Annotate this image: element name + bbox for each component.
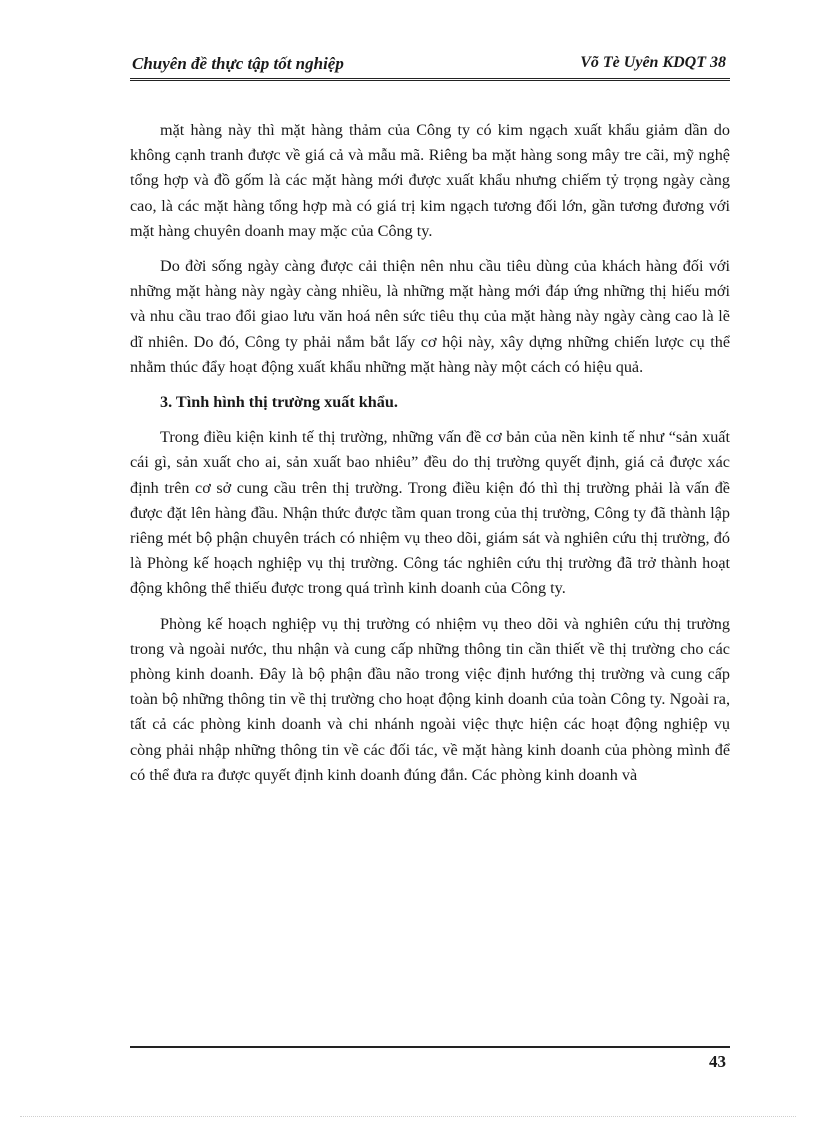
page-body — [130, 118, 730, 798]
page-edge-divider — [20, 1116, 796, 1117]
header-document-title: Chuyên đề thực tập tốt nghiệp — [132, 54, 344, 73]
page-number-text: 43 — [709, 1052, 726, 1071]
header-author: Võ Tè Uyên KDQT 38 — [580, 54, 726, 71]
body-paragraph: Trong điều kiện kinh tế thị trường, những vấn đề cơ bản của nền kinh tế như “sản xuất cái gì, sản xuất cho ai, sản xuất bao nhiêu” đều do thị trường quyết định, giá cả được xác định trên cơ sở cung cầu trên thị trường. Trong điều kiện đó thì thị trường phải là vấn đề được đặt lên hàng đầu. Nhận thức được tầm quan trong của thị trường, Công ty đã thành lập riêng mét bộ phận chuyên trách có nhiệm vụ theo dõi, giám sát và nghiên cứu thị trường, đó là Phòng kế hoạch nghiệp vụ thị trường. Công tác nghiên cứu thị trường đã trở thành hoạt động không thể thiếu được trong quá trình kinh doanh của Công ty. — [130, 428, 730, 598]
body-paragraph: Do đời sống ngày càng được cải thiện nên nhu cầu tiêu dùng của khách hàng đối với những mặt hàng này ngày càng nhiều, là những mặt hàng mới đáp ứng những thị hiếu mới và nhu cầu trao đổi giao lưu văn hoá nên sức tiêu thụ của mặt hàng này ngày càng cao là lẽ dĩ nhiên. Do đó, Công ty phải nắm bắt lấy cơ hội này, xây dựng những chiến lược cụ thể nhằm thúc đẩy hoạt động xuất khẩu những mặt hàng này một cách có hiệu quả. — [130, 257, 730, 376]
section-heading: 3. Tình hình thị trường xuất khẩu. — [160, 393, 398, 412]
body-paragraph: mặt hàng này thì mặt hàng thảm của Công ty có kim ngạch xuất khẩu giảm dần do không cạnh tranh được về giá cả và mẫu mã. Riêng ba mặt hàng song mây tre cãi, mỹ nghệ tổng hợp và đồ gốm là các mặt hàng mới được xuất khẩu nhưng chiếm tỷ trọng ngày càng cao, là các mặt hàng tổng hợp mà có giá trị kim ngạch tương đối lớn, gần tương đương với mặt hàng chuyên doanh may mặc của Công ty. — [130, 121, 730, 240]
page-header — [130, 52, 730, 81]
page-number — [130, 1052, 730, 1072]
footer-divider — [130, 1046, 730, 1048]
body-paragraph: Phòng kế hoạch nghiệp vụ thị trường có nhiệm vụ theo dõi và nghiên cứu thị trường trong và ngoài nước, thu nhận và cung cấp những thông tin cần thiết về thị trường cho các phòng kinh doanh. Đây là bộ phận đầu não trong việc định hướng thị trường và cung cấp toàn bộ những thông tin về thị trường cho hoạt động kinh doanh của toàn Công ty. Ngoài ra, tất cả các phòng kinh doanh và chi nhánh ngoài việc thực hiện các hoạt động nghiệp vụ còng phải nhập những thông tin về các đối tác, về mặt hàng kinh doanh của phòng mình để có thể đưa ra được quyết định kinh doanh đúng đắn. Các phòng kinh doanh và — [130, 614, 730, 784]
